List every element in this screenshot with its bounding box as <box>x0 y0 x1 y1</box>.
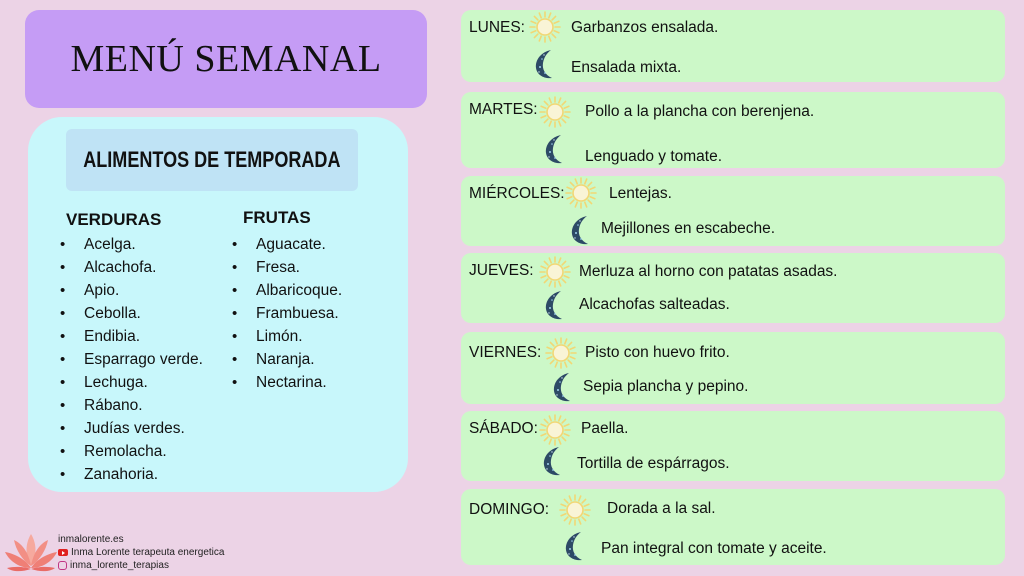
list-item: • Albaricoque. <box>228 279 342 302</box>
season-title-box <box>66 129 358 191</box>
day-card-tuesday <box>461 92 1005 168</box>
lunch-text: Merluza al horno con patatas asadas. <box>579 263 838 280</box>
dinner-text: Tortilla de espárragos. <box>577 455 730 472</box>
day-card-wednesday <box>461 176 1005 246</box>
day-label: DOMINGO: <box>469 501 550 518</box>
moon-icon <box>567 214 597 251</box>
list-item: • Aguacate. <box>228 233 342 256</box>
day-label: VIERNES: <box>469 344 542 361</box>
day-label: LUNES: <box>469 19 525 36</box>
footer-website[interactable] <box>58 534 124 545</box>
moon-icon <box>541 289 571 326</box>
sun-icon <box>545 337 577 374</box>
day-card-thursday <box>461 253 1005 323</box>
list-item: • Naranja. <box>228 348 342 371</box>
title-box <box>25 10 427 108</box>
lotus-icon <box>4 530 58 574</box>
lunch-text: Paella. <box>581 420 629 437</box>
season-panel <box>28 117 408 492</box>
sun-icon <box>539 256 571 293</box>
moon-icon <box>549 371 579 408</box>
season-title: ALIMENTOS DE TEMPORADA <box>83 147 341 172</box>
list-item: • Remolacha. <box>56 440 203 463</box>
fruits-heading: FRUTAS <box>243 208 311 227</box>
list-item: • Cebolla. <box>56 302 203 325</box>
list-item: • Frambuesa. <box>228 302 342 325</box>
list-item: • Rábano. <box>56 394 203 417</box>
day-label: MARTES: <box>469 101 538 118</box>
list-item: • Zanahoria. <box>56 463 203 486</box>
list-item: • Fresa. <box>228 256 342 279</box>
moon-icon <box>531 48 561 85</box>
sun-icon <box>539 96 571 133</box>
youtube-link[interactable]: Inma Lorente terapeuta energetica <box>71 547 225 558</box>
vegetables-heading: VERDURAS <box>66 210 162 229</box>
moon-icon <box>541 133 571 170</box>
dinner-text: Pan integral con tomate y aceite. <box>601 540 827 557</box>
instagram-icon <box>58 561 67 570</box>
day-card-sunday <box>461 489 1005 565</box>
lunch-text: Dorada a la sal. <box>607 500 716 517</box>
youtube-icon <box>58 549 68 556</box>
sun-icon <box>565 177 597 214</box>
website-link[interactable]: inmalorente.es <box>58 534 124 545</box>
list-item: • Alcachofa. <box>56 256 203 279</box>
footer <box>0 524 300 576</box>
list-item: • Limón. <box>228 325 342 348</box>
sun-icon <box>559 494 591 531</box>
dinner-text: Alcachofas salteadas. <box>579 296 730 313</box>
instagram-link[interactable]: inma_lorente_terapias <box>70 560 169 571</box>
page-title: MENÚ SEMANAL <box>70 38 382 80</box>
moon-icon <box>539 445 569 482</box>
day-card-monday <box>461 10 1005 82</box>
footer-instagram[interactable] <box>58 560 169 571</box>
list-item: • Judías verdes. <box>56 417 203 440</box>
list-item: • Esparrago verde. <box>56 348 203 371</box>
dinner-text: Ensalada mixta. <box>571 59 682 76</box>
list-item: • Nectarina. <box>228 371 342 394</box>
list-item: • Lechuga. <box>56 371 203 394</box>
day-label: JUEVES: <box>469 262 534 279</box>
day-card-saturday <box>461 411 1005 481</box>
list-item: • Endibia. <box>56 325 203 348</box>
vegetables-list <box>56 233 203 486</box>
day-label: MIÉRCOLES: <box>469 185 565 202</box>
dinner-text: Mejillones en escabeche. <box>601 220 776 237</box>
fruits-list <box>228 233 342 394</box>
footer-youtube[interactable] <box>58 547 224 558</box>
dinner-text: Sepia plancha y pepino. <box>583 378 749 395</box>
lunch-text: Garbanzos ensalada. <box>571 19 719 36</box>
day-label: SÁBADO: <box>469 420 538 437</box>
lunch-text: Pisto con huevo frito. <box>585 344 730 361</box>
dinner-text: Lenguado y tomate. <box>585 148 723 165</box>
lunch-text: Lentejas. <box>609 185 672 202</box>
moon-icon <box>561 530 591 567</box>
day-card-friday <box>461 332 1005 404</box>
list-item: • Apio. <box>56 279 203 302</box>
list-item: • Acelga. <box>56 233 203 256</box>
sun-icon <box>529 11 561 48</box>
lunch-text: Pollo a la plancha con berenjena. <box>585 103 815 120</box>
